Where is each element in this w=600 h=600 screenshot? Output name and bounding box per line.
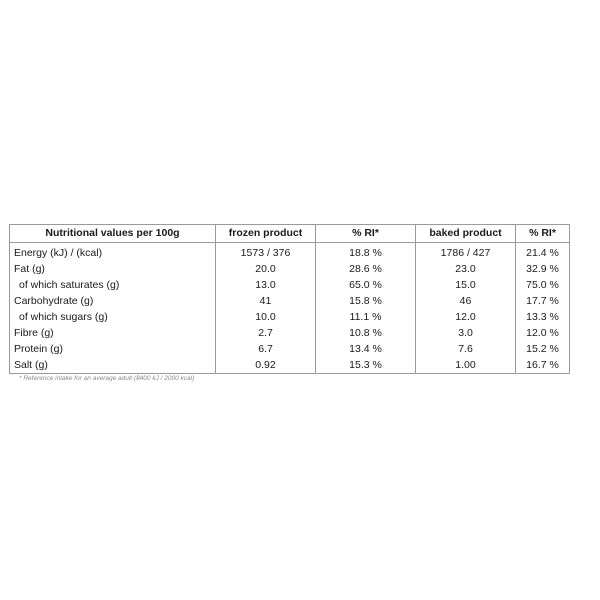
table-row — [10, 357, 570, 374]
frozen-value: 0.92 — [216, 357, 316, 374]
baked-ri-value: 12.0 % — [516, 325, 570, 341]
row-label: of which sugars (g) — [10, 309, 216, 325]
nutrition-table — [9, 224, 570, 374]
table-header-row — [10, 225, 570, 243]
frozen-ri-value: 13.4 % — [316, 341, 416, 357]
frozen-value: 1573 / 376 — [216, 243, 316, 262]
frozen-ri-value: 15.3 % — [316, 357, 416, 374]
baked-ri-value: 16.7 % — [516, 357, 570, 374]
baked-value: 15.0 — [416, 277, 516, 293]
baked-ri-value: 17.7 % — [516, 293, 570, 309]
baked-ri-value: 75.0 % — [516, 277, 570, 293]
frozen-value: 41 — [216, 293, 316, 309]
nutrition-table-container — [9, 224, 569, 382]
row-label: Salt (g) — [10, 357, 216, 374]
frozen-value: 2.7 — [216, 325, 316, 341]
table-row — [10, 277, 570, 293]
frozen-ri-value: 28.6 % — [316, 261, 416, 277]
row-label: Energy (kJ) / (kcal) — [10, 243, 216, 262]
frozen-ri-value: 10.8 % — [316, 325, 416, 341]
frozen-value: 6.7 — [216, 341, 316, 357]
frozen-ri-value: 18.8 % — [316, 243, 416, 262]
baked-value: 46 — [416, 293, 516, 309]
frozen-ri-value: 11.1 % — [316, 309, 416, 325]
frozen-value: 13.0 — [216, 277, 316, 293]
frozen-value: 20.0 — [216, 261, 316, 277]
frozen-ri-value: 65.0 % — [316, 277, 416, 293]
header-frozen-ri: % RI* — [316, 225, 416, 243]
header-baked-product: baked product — [416, 225, 516, 243]
baked-ri-value: 32.9 % — [516, 261, 570, 277]
baked-ri-value: 15.2 % — [516, 341, 570, 357]
row-label: Protein (g) — [10, 341, 216, 357]
baked-ri-value: 13.3 % — [516, 309, 570, 325]
row-label: Fat (g) — [10, 261, 216, 277]
table-row — [10, 261, 570, 277]
table-row — [10, 341, 570, 357]
table-row — [10, 293, 570, 309]
baked-value: 7.6 — [416, 341, 516, 357]
baked-value: 12.0 — [416, 309, 516, 325]
baked-value: 1.00 — [416, 357, 516, 374]
reference-intake-footnote: * Reference intake for an average adult (8400 kJ / 2000 kcal) — [19, 375, 195, 382]
baked-ri-value: 21.4 % — [516, 243, 570, 262]
table-row — [10, 309, 570, 325]
header-baked-ri: % RI* — [516, 225, 570, 243]
header-nutritional-values: Nutritional values per 100g — [10, 225, 216, 243]
header-frozen-product: frozen product — [216, 225, 316, 243]
baked-value: 23.0 — [416, 261, 516, 277]
baked-value: 1786 / 427 — [416, 243, 516, 262]
row-label: of which saturates (g) — [10, 277, 216, 293]
table-row — [10, 325, 570, 341]
frozen-value: 10.0 — [216, 309, 316, 325]
frozen-ri-value: 15.8 % — [316, 293, 416, 309]
baked-value: 3.0 — [416, 325, 516, 341]
table-row — [10, 243, 570, 262]
row-label: Carbohydrate (g) — [10, 293, 216, 309]
row-label: Fibre (g) — [10, 325, 216, 341]
